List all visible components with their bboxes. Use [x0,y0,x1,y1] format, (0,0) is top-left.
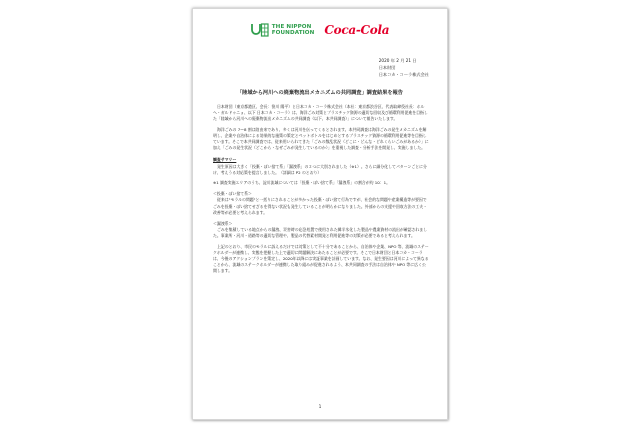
footnote-1: ※1 調査実施エリアのうち、淀川流域については「投棄・ぽい捨て系」「漏洩系」の割合が約 10：1。 [213,180,391,186]
paragraph-5: ごみを集積している地点からの漏洩、災害時の応急処置で使用された韓半氷化した製品や農業資材の流出が確認されました。事業所・河川・道路等の適切な管理や、製品の代替素材開発と利用促進等の対策が必要であると考えられます。 [213,227,428,239]
subheading-leakage: ＜漏洩系＞ [213,221,233,227]
document-title: 「陸域から河川への廃棄物流出メカニズムの共同調査」調査結果を報告 [236,90,403,96]
paragraph-3: 発生原因は大きく「投棄・ぽい捨て系」「漏洩系」の２つに大別されました（※1）。さらに細分化してパターンごとに分け、考えうる対応策を提言しました。（詳細は P2 のとおり） [213,163,427,175]
coca-cola-logo: Coca-Cola [324,23,390,37]
document-meta [379,57,429,78]
issue-date: 2020 年 2 月 21 日 [378,58,417,63]
paragraph-6: 上記のとおり、市民のモラルに訴えるだけでは対策として不十分であることから、自治体や企業、NPO 等、流域のステークホルダーが連携し、実態を把握した上で適切に問題解決にあたることが必要です。そこで日本財団と日本コカ・コーラは、今後のアクションプランを策定し、2020年以降には実証事業を計画しています。なお、発生要因は河川によって異なることから、流域のステークホルダーが連携した取り組みが促進されるよう、本共同調査の手法は自治体や NPO 等に広く公開します。 [213,243,429,274]
section-heading-summary: 調査サマリー [213,157,237,163]
nippon-foundation-mark-icon [251,23,269,37]
nippon-foundation-wordmark: THE NIPPON FOUNDATION [271,24,315,36]
nippon-foundation-logo [251,23,315,37]
page-number: 1 [318,404,322,409]
paragraph-4: 従来は"モラルの問題"と一括りにされることが多かった投棄・ぽい捨て行為ですが、社会的な問題や産業構造等が要因でごみを投棄・ぽい捨てせざるを得ない状況も発生していることが明らかになりました。外部からの支援や回収方法の工夫・改善等が必要と考えられます。 [213,197,427,215]
issuer-2: 日本コカ・コーラ株式会社 [378,72,429,77]
document-body [213,104,429,279]
issuer-1: 日本財団 [378,65,396,70]
logo-bar [193,23,447,37]
subheading-dumping: ＜投棄・ぽい捨て系＞ [213,191,252,197]
paragraph-2: 海洋ごみの 7〜8 割は陸由来であり、多くは河川を伝ってくるとされます。本共同調査は海洋ごみの発生メカニズムを解明し、企業や自治体による効果的な施策の策定とペットボトルをはじめとするプラスチック資源の循環利用促進等を目指しています。そこで本共同調査では、従来用いられてきた「ごみの散乱状況（どこに・どんな・どれくらいごみがあるか）」に加え「ごみの発生状況（どこから・なぜごみが発生しているのか）」を重視した調査・分析手法を開発し、実施しました。 [213,126,429,151]
document-page [192,8,448,420]
paragraph-1: 日本財団（東京都港区、会長：笹川 陽平）と日本コカ・コーラ株式会社（本社：東京都渋谷区、代表取締役社長：ホルヘ・ガルドゥニョ、以下 日本コカ・コーラ）は、海洋ごみ対策とプラスチック資源の適切な回収及び循環利用促進を目指した「陸域から河川への廃棄物流出メカニズムの共同調査（以下、本共同調査）」について報告いたします。 [213,104,428,122]
